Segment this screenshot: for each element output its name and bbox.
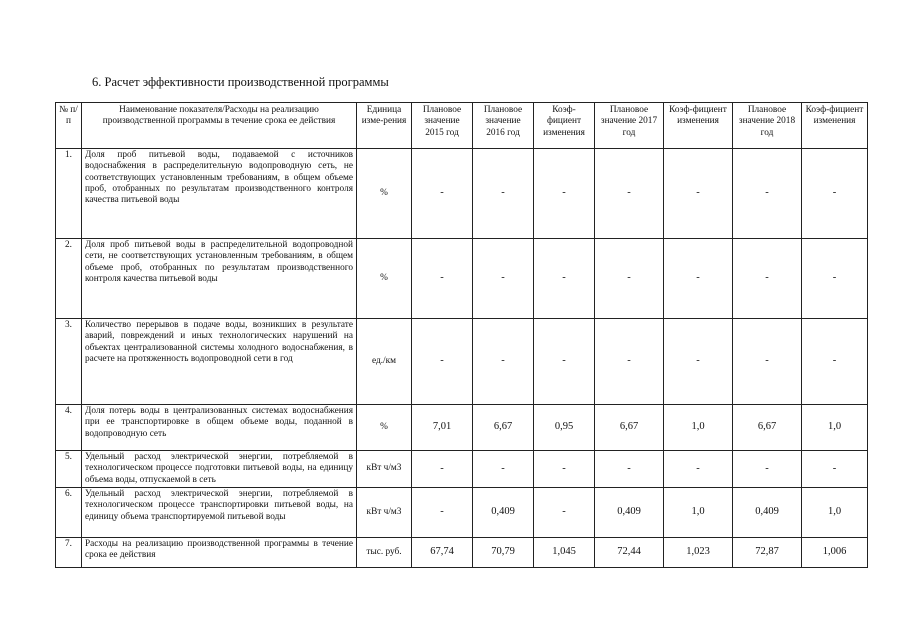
header-cell: № п/п <box>56 103 82 149</box>
value-2015: 67,74 <box>412 537 473 567</box>
value-2015: 7,01 <box>412 405 473 451</box>
header-cell: Плановое значение 2018 год <box>733 103 802 149</box>
row-unit: кВт ч/м3 <box>357 487 412 537</box>
table-row <box>56 487 868 537</box>
row-number: 2. <box>56 239 82 319</box>
coef-2016: - <box>534 451 595 488</box>
row-description: Удельный расход электрической энергии, потребляемой в технологическом процессе подготовки питьевой воды, на единицу объема воды, отпускаемой в сеть <box>82 451 357 488</box>
value-2016: 70,79 <box>473 537 534 567</box>
value-2016: 0,409 <box>473 487 534 537</box>
header-cell: Коэф-фициент изменения <box>534 103 595 149</box>
row-unit: ед./км <box>357 319 412 405</box>
row-description: Доля проб питьевой воды в распределительной водопроводной сети, не соответствующих установленным требованиям, в общем объеме проб, отобранных по результатам производственного контроля качества питьевой воды <box>82 239 357 319</box>
coef-2018: - <box>802 239 868 319</box>
coef-2016: - <box>534 319 595 405</box>
coef-2017: - <box>664 239 733 319</box>
value-2015: - <box>412 319 473 405</box>
value-2016: - <box>473 451 534 488</box>
table-row <box>56 319 868 405</box>
table-row <box>56 537 868 567</box>
row-number: 6. <box>56 487 82 537</box>
coef-2017: 1,023 <box>664 537 733 567</box>
value-2015: - <box>412 451 473 488</box>
value-2016: 6,67 <box>473 405 534 451</box>
value-2015: - <box>412 487 473 537</box>
table-row <box>56 149 868 239</box>
value-2017: - <box>595 451 664 488</box>
row-description: Удельный расход электрической энергии, потребляемой в технологическом процессе транспортировки питьевой воды, на единицу объема транспортируемой питьевой воды <box>82 487 357 537</box>
header-cell: Плановое значение 2016 год <box>473 103 534 149</box>
row-description: Количество перерывов в подаче воды, возникших в результате аварий, повреждений и иных технологических нарушений на объектах централизованной системы холодного водоснабжения, в расчете на протяженность водопроводной сети в год <box>82 319 357 405</box>
table-row <box>56 239 868 319</box>
row-description: Доля проб питьевой воды, подаваемой с источников водоснабжения в распределительную водопроводную сеть, не соответствующих установленным требованиям, в общем объеме проб, отобранных по результатам производственного контроля качества питьевой воды <box>82 149 357 239</box>
coef-2017: - <box>664 451 733 488</box>
value-2015: - <box>412 239 473 319</box>
value-2017: 6,67 <box>595 405 664 451</box>
coef-2018: - <box>802 149 868 239</box>
value-2018: 0,409 <box>733 487 802 537</box>
row-number: 1. <box>56 149 82 239</box>
row-number: 3. <box>56 319 82 405</box>
row-description: Доля потерь воды в централизованных системах водоснабжения при ее транспортировке в общем объеме воды, поданной в водопроводную сеть <box>82 405 357 451</box>
coef-2016: 1,045 <box>534 537 595 567</box>
row-unit: % <box>357 405 412 451</box>
value-2018: - <box>733 451 802 488</box>
row-unit: тыс. руб. <box>357 537 412 567</box>
row-unit: % <box>357 239 412 319</box>
row-unit: кВт ч/м3 <box>357 451 412 488</box>
coef-2018: 1,0 <box>802 405 868 451</box>
row-number: 4. <box>56 405 82 451</box>
value-2018: - <box>733 319 802 405</box>
header-cell: Плановое значение 2017 год <box>595 103 664 149</box>
coef-2016: 0,95 <box>534 405 595 451</box>
coef-2016: - <box>534 239 595 319</box>
value-2018: 6,67 <box>733 405 802 451</box>
value-2018: 72,87 <box>733 537 802 567</box>
value-2017: - <box>595 149 664 239</box>
table-row <box>56 405 868 451</box>
coef-2017: 1,0 <box>664 405 733 451</box>
value-2017: - <box>595 319 664 405</box>
table-row <box>56 451 868 488</box>
coef-2017: 1,0 <box>664 487 733 537</box>
value-2016: - <box>473 319 534 405</box>
coef-2018: 1,0 <box>802 487 868 537</box>
section-title: 6. Расчет эффективности производственной программы <box>92 75 389 89</box>
coef-2017: - <box>664 149 733 239</box>
value-2017: 0,409 <box>595 487 664 537</box>
coef-2018: - <box>802 451 868 488</box>
value-2018: - <box>733 239 802 319</box>
efficiency-table <box>55 102 868 568</box>
value-2016: - <box>473 149 534 239</box>
header-cell: Плановое значение 2015 год <box>412 103 473 149</box>
header-cell: Коэф-фициент изменения <box>802 103 868 149</box>
value-2018: - <box>733 149 802 239</box>
value-2017: - <box>595 239 664 319</box>
header-cell: Наименование показателя/Расходы на реализацию производственной программы в течение срока ее действия <box>82 103 357 149</box>
value-2015: - <box>412 149 473 239</box>
coef-2016: - <box>534 487 595 537</box>
coef-2018: - <box>802 319 868 405</box>
row-number: 7. <box>56 537 82 567</box>
row-description: Расходы на реализацию производственной программы в течение срока ее действия <box>82 537 357 567</box>
header-cell: Коэф-фициент изменения <box>664 103 733 149</box>
row-number: 5. <box>56 451 82 488</box>
row-unit: % <box>357 149 412 239</box>
header-cell: Единица изме-рения <box>357 103 412 149</box>
value-2017: 72,44 <box>595 537 664 567</box>
table-header-row <box>56 103 868 149</box>
coef-2017: - <box>664 319 733 405</box>
coef-2018: 1,006 <box>802 537 868 567</box>
value-2016: - <box>473 239 534 319</box>
coef-2016: - <box>534 149 595 239</box>
